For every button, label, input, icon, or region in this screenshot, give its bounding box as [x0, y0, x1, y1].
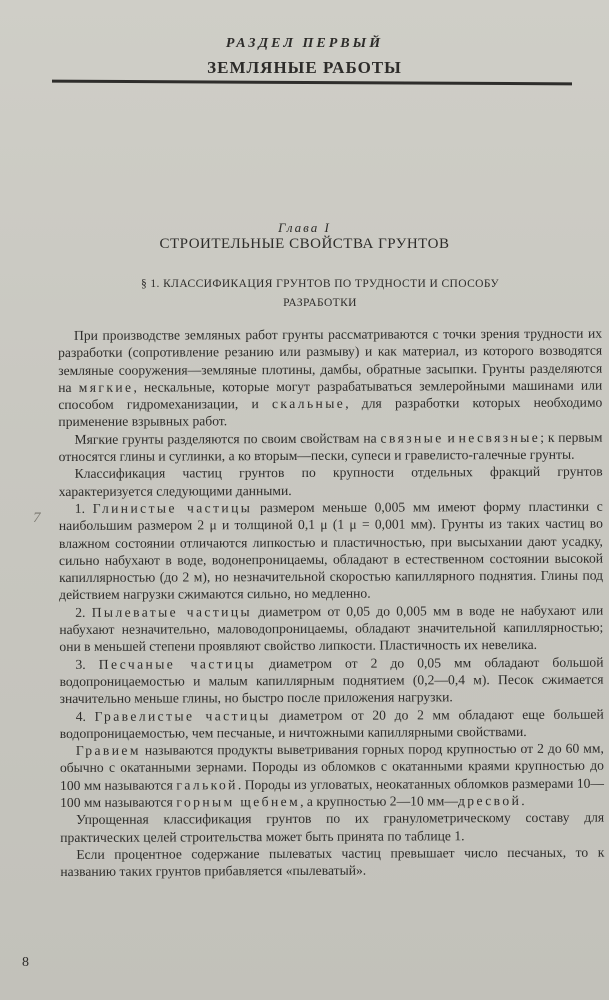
paragraph-1: [58, 325, 602, 431]
paragraph-2: [58, 428, 602, 465]
text-run: диаметром от 2 до 0,05 мм обладают большой водопроницаемостью и малым капиллярным поднятием (0,2—0,4 м). Песок сжимается значительно меньше глины, но быстро после приложения нагрузки.: [59, 654, 604, 707]
text-run: диаметром от 20 до 2 мм обладают еще большей водопроницаемостью, чем песчаные, и ничтожными капиллярными свойствами.: [59, 706, 604, 741]
section-label: РАЗДЕЛ ПЕРВЫЙ: [225, 36, 384, 51]
spaced-term: галькой: [176, 776, 238, 793]
header-rule: [52, 80, 572, 86]
text-run: и: [443, 430, 459, 446]
text-run: называются продукты выветривания горных пород крупностью от 2 до 60 мм, обычно с окатанными зернами. Породы из обломков с окатанными краями крупностью до 100 мм называются: [59, 740, 604, 793]
text-run: 2.: [75, 604, 92, 620]
spaced-term: скальные: [271, 395, 346, 412]
spaced-term: Гравелистые частицы: [94, 707, 271, 724]
spaced-term: Глинистые частицы: [92, 500, 253, 516]
text-run: диаметром от 0,05 до 0,005 мм в воде не набухают или набухают незначительно, маловодопроницаемы, обладают значительной капиллярностью; они в меньшей степени проявляют свойство липкости. Пластичность их невелика.: [59, 602, 604, 655]
paragraph-7: [60, 705, 604, 742]
text-run: При производстве земляных работ грунты рассматриваются с точки зрения трудности их разработки (сопротивление резанию или размыву) и как материал, из которого возводятся земляные сооружения—земляные плотины, дамбы, обратные засыпки. Грунты разделяются на: [58, 325, 603, 395]
paragraph-9: Упрощенная классификация грунтов по их гранулометрическому составу для практических целей строительства может быть принята по таблице 1.: [60, 809, 605, 845]
text-run: 3.: [75, 656, 99, 672]
paragraph-4: [59, 498, 603, 604]
page-number: 8: [22, 955, 29, 970]
paragraph-6: [59, 653, 603, 707]
body-text: [58, 325, 604, 881]
text-run: размером меньше 0,005 мм имеют форму пластинки с наибольшим размером 2 μ и толщиной 0,1 μ (1 μ = 0,001 мм). Грунты из таких частиц во влажном состоянии отличаются липкостью и пластичностью, при высыхании дают усадку, сильно набухают в воде, водонепроницаемы, обладают в естественном состоянии высокой капиллярностью (до 2 м), но незначительной скоростью капиллярного поднятия. Глины под действием нагрузки сжимаются сильно, но медленно.: [58, 498, 604, 603]
section-title: ЗЕМЛЯНЫЕ РАБОТЫ: [207, 58, 402, 77]
spaced-term: горным щебнем: [176, 793, 301, 810]
spaced-term: несвязные: [458, 429, 541, 446]
chapter-label: Глава I: [278, 220, 331, 235]
paragraph-heading: § 1. КЛАССИФИКАЦИЯ ГРУНТОВ ПО ТРУДНОСТИ И СПОСОБУ РАЗРАБОТКИ: [140, 278, 499, 309]
text-run: .: [521, 792, 525, 808]
text-run: ; к первым относятся глины и суглинки, а ко вторым—пески, супеси и гравелисто-галечные грунты.: [58, 429, 603, 465]
spaced-term: Гравием: [75, 742, 141, 759]
paragraph-10: Если процентное содержание пылеватых частиц превышает число песчаных, то к названию таких грунтов прибавляется «пылеватый».: [60, 844, 605, 880]
text-run: , для разработки которых необходимо применение взрывных работ.: [58, 394, 603, 430]
chapter-title: СТРОИТЕЛЬНЫЕ СВОЙСТВА ГРУНТОВ: [159, 236, 450, 252]
text-run: Мягкие грунты разделяются по своим свойствам на: [74, 430, 381, 447]
spaced-term: дресвой: [457, 792, 522, 809]
text-run: , нескальные, которые могут разрабатываться землеройными машинами или способом гидромеханизации, и: [58, 377, 603, 413]
paragraph-3: Классификация частиц грунтов по крупности отдельных фракций грунтов характеризуется следующими данными.: [58, 464, 603, 499]
text-run: 4.: [75, 708, 95, 724]
spaced-term: Пылеватые частицы: [91, 603, 253, 620]
text-run: 1.: [74, 500, 93, 516]
paragraph-5: [59, 601, 603, 655]
spaced-term: мягкие: [78, 379, 134, 395]
spaced-term: Песчаные частицы: [98, 655, 257, 672]
text-run: . Породы из угловатых, неокатанных обломков размерами 10—100 мм называются: [60, 775, 605, 811]
spaced-term: связные: [380, 430, 444, 446]
paragraph-8: [60, 740, 604, 812]
margin-mark: 7: [33, 510, 41, 526]
text-run: , а крупностью 2—10 мм—: [300, 793, 458, 809]
